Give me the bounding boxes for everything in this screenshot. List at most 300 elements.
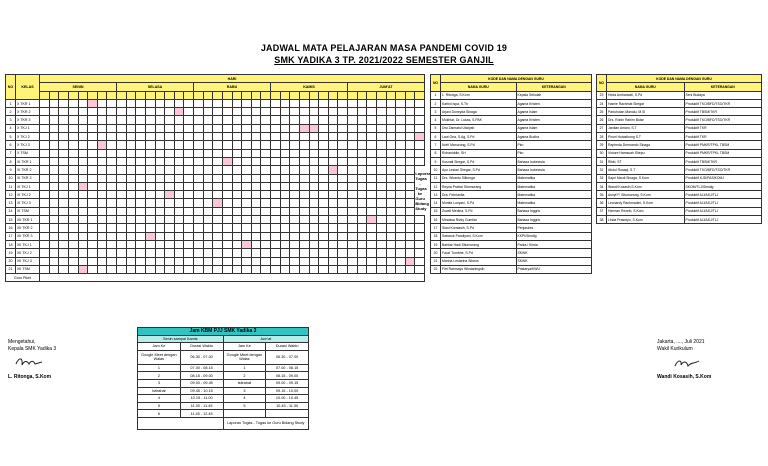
schedule-cell (68, 116, 78, 124)
schedule-cell (68, 141, 78, 149)
schedule-cell (222, 232, 232, 240)
schedule-cell (174, 199, 184, 207)
jam-ke-header (309, 91, 319, 99)
schedule-cell (59, 116, 69, 124)
schedule-cell (174, 232, 184, 240)
schedule-cell (280, 133, 290, 141)
schedule-cell (376, 99, 386, 107)
schedule-cell (348, 149, 358, 157)
guru-no: 21 (431, 257, 441, 265)
schedule-cell (59, 199, 69, 207)
mapel-row (597, 174, 762, 182)
mapel-row (597, 207, 762, 215)
schedule-cell (126, 257, 136, 265)
schedule-cell (174, 265, 184, 273)
schedule-row (6, 133, 425, 141)
schedule-cell (78, 133, 88, 141)
schedule-cell (376, 174, 386, 182)
schedule-cell (107, 207, 117, 215)
schedule-cell (194, 249, 204, 257)
schedule-cell (107, 199, 117, 207)
row-kelas: XII TKR 2 (16, 224, 40, 232)
schedule-cell (174, 224, 184, 232)
schedule-cell (145, 240, 155, 248)
guru-no: 16 (431, 216, 441, 224)
schedule-cell (280, 240, 290, 248)
schedule-cell (126, 133, 136, 141)
schedule-cell (59, 108, 69, 116)
schedule-cell (222, 99, 232, 107)
schedule-cell (222, 257, 232, 265)
schedule-cell (222, 224, 232, 232)
schedule-cell (88, 216, 98, 224)
schedule-cell (357, 216, 367, 224)
schedule-cell (328, 166, 338, 174)
schedule-cell (357, 182, 367, 190)
day-header: KAMIS (271, 83, 348, 91)
schedule-cell (136, 124, 146, 132)
schedule-cell (357, 149, 367, 157)
schedule-cell (136, 157, 146, 165)
schedule-cell (165, 116, 175, 124)
schedule-cell (299, 141, 309, 149)
schedule-cell (174, 141, 184, 149)
schedule-row (6, 207, 425, 215)
guru-ket: Agama Budha (516, 133, 592, 141)
schedule-cell (155, 166, 165, 174)
schedule-cell (299, 182, 309, 190)
schedule-cell (309, 124, 319, 132)
schedule-cell (78, 224, 88, 232)
schedule-cell (261, 99, 271, 107)
mapel-nama: Pinuri Hutasihong S.T (607, 133, 685, 141)
schedule-cell (348, 108, 358, 116)
schedule-cell (78, 249, 88, 257)
schedule-cell (213, 108, 223, 116)
schedule-cell (348, 124, 358, 132)
guru-title-header: KODE DAN NAMA DENGAN GURU (441, 75, 592, 83)
schedule-cell (396, 224, 406, 232)
schedule-cell (232, 166, 242, 174)
schedule-cell (184, 149, 194, 157)
row-no: 4 (6, 124, 16, 132)
schedule-cell (107, 99, 117, 107)
row-kelas: XII TKR 1 (16, 216, 40, 224)
jam-row (138, 372, 309, 380)
schedule-cell (49, 265, 59, 273)
schedule-cell (396, 240, 406, 248)
schedule-cell (97, 191, 107, 199)
schedule-cell (107, 174, 117, 182)
schedule-row (6, 224, 425, 232)
schedule-cell (232, 149, 242, 157)
side-note: Laporan Tugas - Tugas ke Guru Bidang Study (415, 166, 425, 216)
mapel-no: 26 (597, 116, 607, 124)
mapel-ket: Produktif AIJ/ASJ/TLJ (684, 207, 762, 215)
jam-ke-header (194, 91, 204, 99)
schedule-cell (203, 216, 213, 224)
schedule-cell (136, 166, 146, 174)
mapel-ket: Produktif AIJ/ASJ/TLJ (684, 216, 762, 224)
schedule-cell (49, 224, 59, 232)
guru-nama: Dra. Febrianita (441, 191, 517, 199)
schedule-cell (386, 216, 396, 224)
schedule-cell (338, 240, 348, 248)
schedule-cell (319, 207, 329, 215)
schedule-cell (328, 99, 338, 107)
guru-row (431, 116, 592, 124)
guru-no: 8 (431, 149, 441, 157)
schedule-cell (165, 124, 175, 132)
schedule-cell (367, 249, 377, 257)
schedule-cell (117, 240, 127, 248)
schedule-cell (338, 149, 348, 157)
schedule-cell (386, 108, 396, 116)
schedule-cell (78, 232, 88, 240)
schedule-cell (299, 157, 309, 165)
guru-ket: SKWK (516, 257, 592, 265)
schedule-cell (97, 108, 107, 116)
schedule-cell (184, 141, 194, 149)
guru-ket: Bahasa Inggris (516, 216, 592, 224)
schedule-cell (222, 133, 232, 141)
guru-no: 5 (431, 124, 441, 132)
mapel-no: 25 (597, 108, 607, 116)
schedule-cell (242, 191, 252, 199)
schedule-cell (251, 257, 261, 265)
schedule-cell (338, 108, 348, 116)
guru-nama: Sabaruk Pandiyani, S.Kom (441, 232, 517, 240)
schedule-cell (251, 191, 261, 199)
schedule-cell (165, 216, 175, 224)
schedule-cell (88, 116, 98, 124)
guru-ket: KKPI/Simdig (516, 232, 592, 240)
schedule-cell (405, 257, 415, 265)
jam-l: 11.00 - 11.45 (180, 402, 223, 410)
schedule-cell (376, 108, 386, 116)
schedule-cell (367, 265, 377, 273)
schedule-cell (107, 232, 117, 240)
schedule-cell (338, 116, 348, 124)
jam-ke-header (415, 91, 425, 99)
guru-ket: Matematika (516, 182, 592, 190)
schedule-cell (49, 108, 59, 116)
schedule-cell (222, 249, 232, 257)
schedule-cell (145, 249, 155, 257)
guru-nama: Laut Gea, S.Ag, S.Pd (441, 133, 517, 141)
schedule-cell (107, 240, 117, 248)
schedule-cell (78, 216, 88, 224)
schedule-cell (155, 149, 165, 157)
schedule-cell (309, 191, 319, 199)
schedule-cell (309, 232, 319, 240)
schedule-cell (88, 99, 98, 107)
schedule-cell (136, 207, 146, 215)
guru-ket: SKWK (516, 249, 592, 257)
guru-nama: Bahtiar Hadi Situmorang (441, 240, 517, 248)
row-kelas: XI TKR 2 (16, 166, 40, 174)
jam-left-head: Senin sampai Kamis (138, 335, 224, 343)
mapel-no: 36 (597, 199, 607, 207)
mapel-ket: Produktif PMKR/TPKL TBSM (684, 149, 762, 157)
schedule-cell (396, 216, 406, 224)
schedule-cell (184, 199, 194, 207)
schedule-cell (348, 191, 358, 199)
schedule-cell (145, 207, 155, 215)
guru-nama: Fauzi Tumbhe, S.Pd (441, 249, 517, 257)
schedule-cell (299, 191, 309, 199)
schedule-cell (415, 216, 425, 224)
schedule-cell (338, 174, 348, 182)
schedule-cell (194, 240, 204, 248)
schedule-cell (59, 166, 69, 174)
schedule-cell (367, 99, 377, 107)
schedule-cell (59, 99, 69, 107)
schedule-cell (357, 207, 367, 215)
schedule-cell (59, 240, 69, 248)
schedule-cell (290, 191, 300, 199)
schedule-cell (97, 157, 107, 165)
jam-row (138, 364, 309, 372)
schedule-cell (78, 174, 88, 182)
row-kelas: XI TKJ 3 (16, 199, 40, 207)
schedule-cell (68, 199, 78, 207)
schedule-cell (405, 174, 415, 182)
schedule-cell (405, 207, 415, 215)
schedule-cell (203, 240, 213, 248)
jam-ke-header (242, 91, 252, 99)
schedule-cell (88, 265, 98, 273)
schedule-cell (184, 257, 194, 265)
schedule-cell (117, 257, 127, 265)
schedule-cell (136, 199, 146, 207)
schedule-cell (145, 133, 155, 141)
jam-ke2: 5 (223, 402, 266, 410)
guru-ket: Agama Islam (516, 124, 592, 132)
schedule-cell (107, 133, 117, 141)
schedule-cell (328, 216, 338, 224)
schedule-cell (290, 232, 300, 240)
schedule-cell (242, 116, 252, 124)
jam-ke: 4 (138, 395, 181, 403)
schedule-cell (271, 182, 281, 190)
schedule-cell (319, 249, 329, 257)
mapel-no: 29 (597, 141, 607, 149)
schedule-cell (49, 216, 59, 224)
schedule-cell (194, 166, 204, 174)
schedule-cell (49, 166, 59, 174)
schedule-cell (415, 141, 425, 149)
row-no: 1 (6, 99, 16, 107)
schedule-cell (88, 174, 98, 182)
schedule-cell (415, 116, 425, 124)
schedule-cell (88, 166, 98, 174)
schedule-cell (194, 199, 204, 207)
schedule-cell (405, 232, 415, 240)
schedule-cell (348, 232, 358, 240)
mapel-nama: Hamie Rachmat Siregar (607, 99, 685, 107)
mapel-no: 38 (597, 216, 607, 224)
mapel-no: 32 (597, 166, 607, 174)
schedule-cell (338, 191, 348, 199)
mapel-ket: Produktif KJD/PAS/KOMJ (684, 174, 762, 182)
schedule-cell (97, 166, 107, 174)
schedule-cell (68, 174, 78, 182)
schedule-cell (328, 133, 338, 141)
schedule-cell (261, 257, 271, 265)
schedule-cell (194, 232, 204, 240)
schedule-cell (386, 224, 396, 232)
schedule-cell (155, 133, 165, 141)
schedule-cell (348, 199, 358, 207)
schedule-cell (194, 224, 204, 232)
schedule-cell (232, 265, 242, 273)
schedule-cell (376, 232, 386, 240)
schedule-cell (328, 157, 338, 165)
schedule-cell (194, 108, 204, 116)
schedule-cell (319, 182, 329, 190)
schedule-cell (232, 240, 242, 248)
schedule-cell (396, 257, 406, 265)
schedule-cell (396, 157, 406, 165)
mapel-no-header: NO (597, 75, 607, 92)
schedule-cell (376, 191, 386, 199)
mapel-ket: Seni Budaya (684, 91, 762, 99)
schedule-cell (68, 182, 78, 190)
schedule-table (5, 74, 432, 282)
jam-pre-time: 06.30 - 07.00 (180, 350, 223, 364)
jam-l: 10.15 - 11.00 (180, 395, 223, 403)
jam-ke-header (184, 91, 194, 99)
schedule-cell (78, 149, 88, 157)
schedule-cell (232, 232, 242, 240)
schedule-cell (88, 207, 98, 215)
schedule-cell (97, 207, 107, 215)
schedule-cell (415, 240, 425, 248)
schedule-cell (165, 149, 175, 157)
schedule-cell (213, 174, 223, 182)
schedule-cell (222, 216, 232, 224)
schedule-cell (88, 141, 98, 149)
schedule-cell (184, 116, 194, 124)
schedule-cell (68, 240, 78, 248)
schedule-cell (213, 191, 223, 199)
schedule-cell (376, 216, 386, 224)
guru-row (431, 166, 592, 174)
schedule-cell (271, 240, 281, 248)
jam-ke-header (59, 91, 69, 99)
schedule-cell (145, 174, 155, 182)
schedule-cell (367, 207, 377, 215)
schedule-cell (290, 108, 300, 116)
schedule-cell (271, 133, 281, 141)
schedule-cell (290, 157, 300, 165)
schedule-cell (68, 232, 78, 240)
schedule-cell (165, 166, 175, 174)
guru-row (431, 216, 592, 224)
guru-row (431, 124, 592, 132)
jam-ke-header (78, 91, 88, 99)
guru-no: 6 (431, 133, 441, 141)
row-no: 10 (6, 174, 16, 182)
jam-note: Laporan Tugas - Tugas ke Guru Bidang Study (223, 417, 309, 429)
guru-row (431, 257, 592, 265)
schedule-cell (376, 157, 386, 165)
schedule-cell (396, 166, 406, 174)
schedule-cell (376, 199, 386, 207)
schedule-cell (40, 166, 50, 174)
schedule-cell (309, 141, 319, 149)
schedule-cell (59, 207, 69, 215)
jam-ke-header (174, 91, 184, 99)
schedule-cell (348, 157, 358, 165)
sign-left-line1: Mengetahui, (8, 339, 36, 345)
sign-right-line2: Wakil Kurikulum (657, 345, 693, 352)
schedule-cell (396, 174, 406, 182)
row-no: 12 (6, 191, 16, 199)
jam-kbm-table (137, 327, 309, 430)
schedule-cell (174, 166, 184, 174)
schedule-cell (280, 157, 290, 165)
schedule-cell (251, 265, 261, 273)
schedule-row (6, 116, 425, 124)
schedule-cell (40, 99, 50, 107)
jam-ke-header (251, 91, 261, 99)
schedule-cell (376, 207, 386, 215)
schedule-cell (232, 191, 242, 199)
schedule-cell (194, 133, 204, 141)
schedule-cell (319, 124, 329, 132)
schedule-cell (165, 133, 175, 141)
schedule-cell (213, 141, 223, 149)
row-kelas: XI TKR 1 (16, 157, 40, 165)
schedule-cell (126, 182, 136, 190)
schedule-cell (242, 174, 252, 182)
schedule-cell (117, 157, 127, 165)
schedule-cell (415, 224, 425, 232)
schedule-cell (319, 216, 329, 224)
schedule-cell (271, 174, 281, 182)
schedule-cell (261, 249, 271, 257)
row-kelas: XI TKJ 2 (16, 191, 40, 199)
schedule-cell (184, 133, 194, 141)
schedule-cell (348, 240, 358, 248)
schedule-cell (348, 216, 358, 224)
mapel-ket: Produktif TKR (684, 124, 762, 132)
schedule-cell (242, 99, 252, 107)
mapel-nama: Sapri Mardi Sinaga, S.Kom (607, 174, 685, 182)
schedule-cell (251, 232, 261, 240)
guru-piket-label: Guru Piket (6, 274, 40, 282)
schedule-cell (126, 157, 136, 165)
schedule-cell (213, 199, 223, 207)
schedule-cell (194, 174, 204, 182)
jam-ke-header (232, 91, 242, 99)
day-header: SELASA (117, 83, 194, 91)
mapel-no: 31 (597, 157, 607, 165)
schedule-cell (261, 240, 271, 248)
schedule-cell (88, 191, 98, 199)
schedule-cell (271, 199, 281, 207)
schedule-cell (348, 207, 358, 215)
schedule-cell (396, 232, 406, 240)
guru-row (431, 182, 592, 190)
jam-kbm-title: Jam KBM PJJ SMK Yadika 3 (138, 328, 309, 336)
schedule-cell (280, 232, 290, 240)
schedule-cell (165, 182, 175, 190)
schedule-cell (328, 124, 338, 132)
schedule-cell (319, 99, 329, 107)
